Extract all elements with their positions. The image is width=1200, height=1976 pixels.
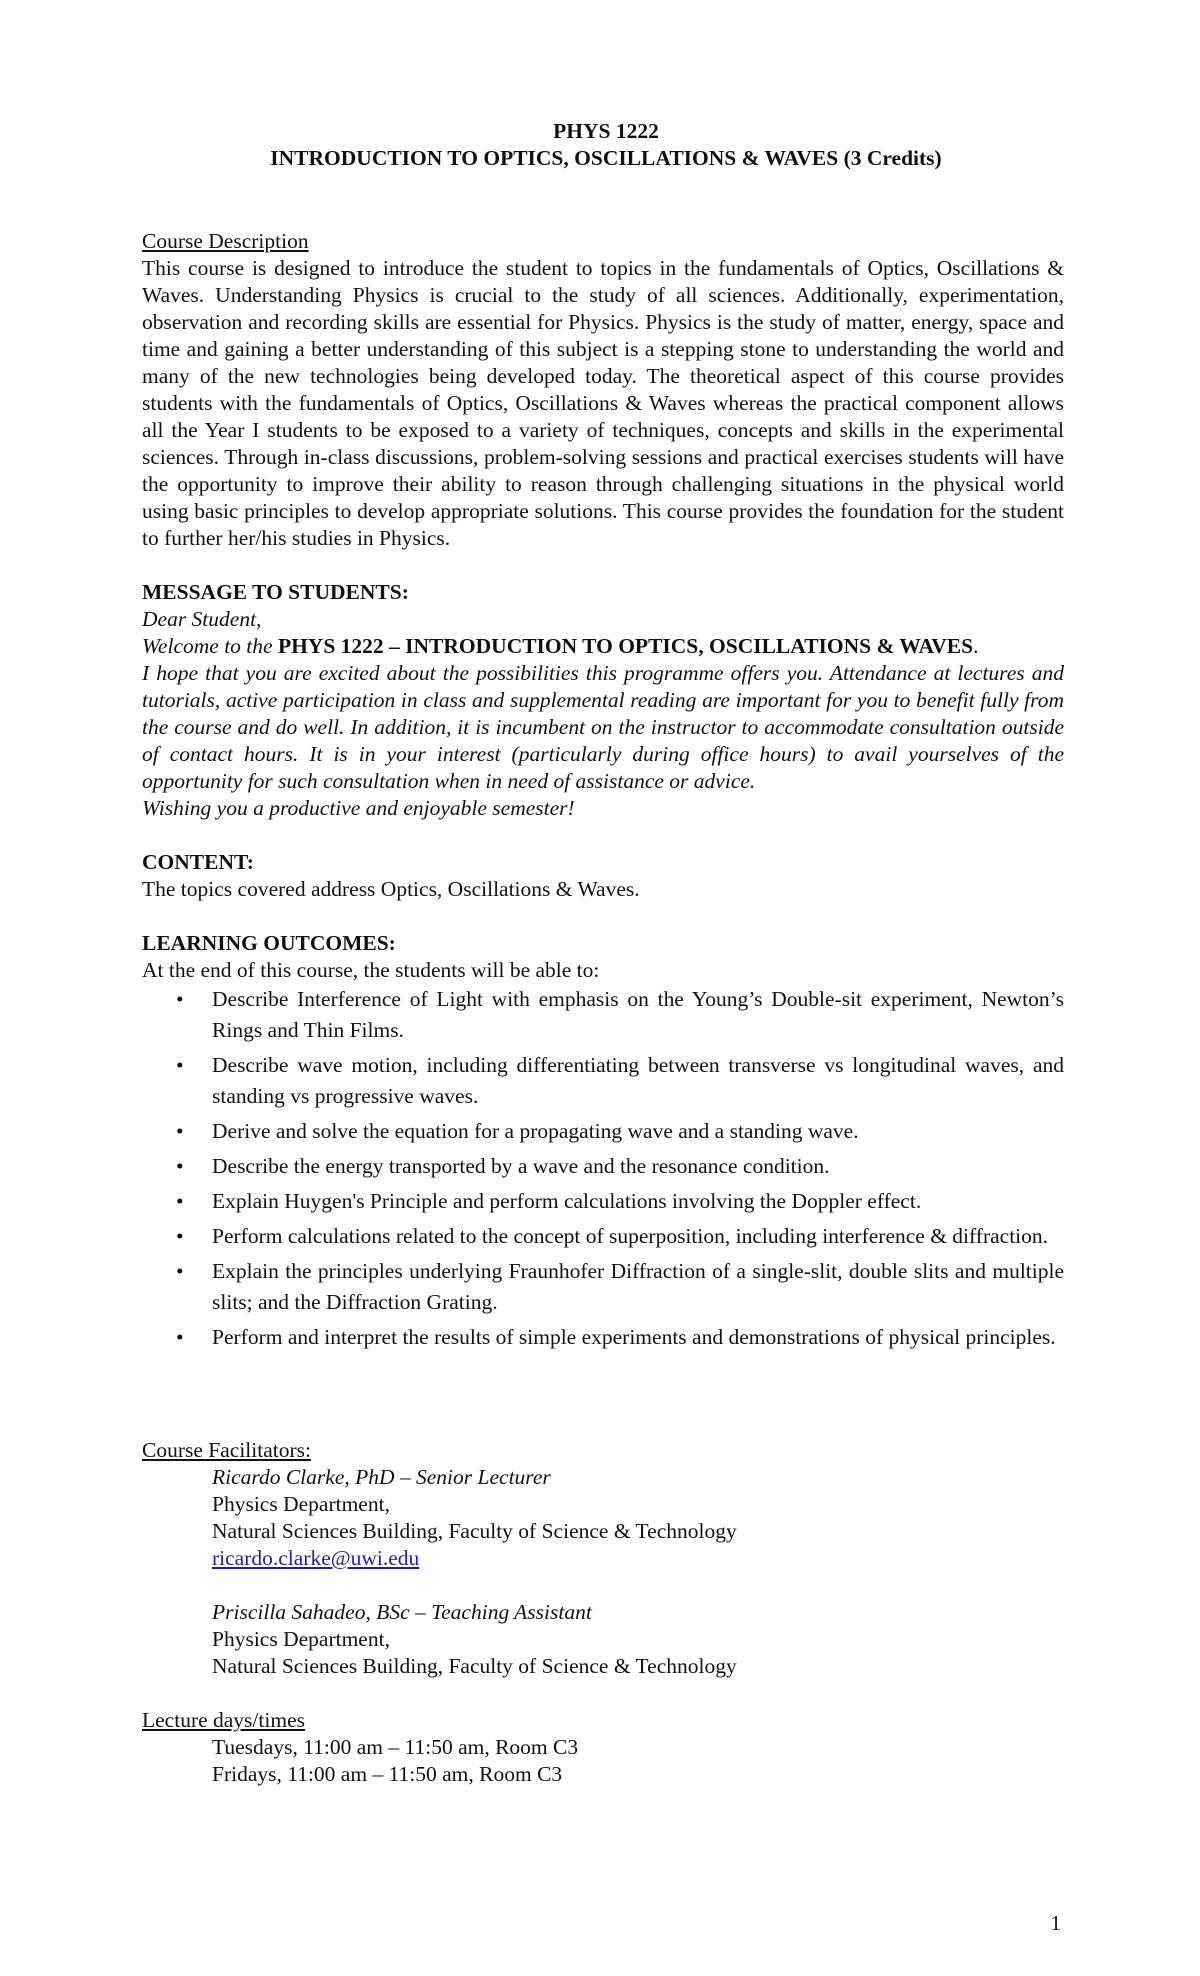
outcome-text: Describe Interference of Light with emphasis on the Young’s Double-sit experiment, Newton’s Rings and Thin Films. (212, 987, 1064, 1042)
outcome-text: Perform calculations related to the concept of superposition, including interference & diffraction. (212, 1224, 1049, 1248)
list-item (176, 1221, 1064, 1252)
content-body: The topics covered address Optics, Oscillations & Waves. (142, 877, 640, 901)
learning-outcomes-intro: At the end of this course, the students will be able to: (142, 958, 600, 982)
message-heading: MESSAGE TO STUDENTS: (142, 580, 409, 604)
content-section (142, 849, 1064, 903)
learning-outcomes-section (142, 930, 1064, 1353)
message-welcome (142, 633, 1064, 660)
bullet-icon: • (176, 1259, 184, 1283)
list-item (176, 984, 1064, 1046)
facilitator-building: Natural Sciences Building, Faculty of Science & Technology (212, 1654, 737, 1678)
welcome-suffix: . (973, 634, 979, 658)
outcome-text: Describe the energy transported by a wave and the resonance condition. (212, 1154, 830, 1178)
list-item (176, 1050, 1064, 1112)
facilitator-name-role: Ricardo Clarke, PhD – Senior Lecturer (212, 1465, 551, 1489)
message-salutation: Dear Student, (142, 607, 262, 631)
facilitator-name-role: Priscilla Sahadeo, BSc – Teaching Assistant (212, 1600, 592, 1624)
outcome-text: Perform and interpret the results of simple experiments and demonstrations of physical principles. (212, 1325, 1056, 1349)
lecture-times-list (142, 1734, 1064, 1788)
course-description-heading: Course Description (142, 229, 309, 253)
bullet-icon: • (176, 1119, 184, 1143)
facilitators-section (142, 1437, 1064, 1680)
facilitator-building: Natural Sciences Building, Faculty of Science & Technology (212, 1519, 737, 1543)
bullet-icon: • (176, 1154, 184, 1178)
course-title: INTRODUCTION TO OPTICS, OSCILLATIONS & WAVES (3 Credits) (270, 146, 942, 170)
bullet-icon: • (176, 987, 184, 1011)
message-body: I hope that you are excited about the possibilities this programme offers you. Attendance at lectures and tutorials, active participation in class and supplemental reading are important for you to benefit fully from the course and do well. In addition, it is incumbent on the instructor to accommodate consultation outside of contact hours. It is in your interest (particularly during office hours) to avail yourselves of the opportunity for such consultation when in need of assistance or advice. (142, 661, 1064, 793)
message-section (142, 579, 1064, 822)
course-code: PHYS 1222 (553, 119, 659, 143)
lecture-time: Tuesdays, 11:00 am – 11:50 am, Room C3 (212, 1735, 579, 1759)
course-description-body: This course is designed to introduce the student to topics in the fundamentals of Optics, Oscillations & Waves. Understanding Physics is crucial to the study of all sciences. Additionally, experimentation, observation and recording skills are essential for Physics. Physics is the study of matter, energy, space and time and gaining a better understanding of this subject is a stepping stone to understanding the world and many of the new technologies being developed today. The theoretical aspect of this course provides students with the fundamentals of Optics, Oscillations & Waves whereas the practical component allows all the Year I students to be exposed to a variety of techniques, concepts and skills in the experimental sciences. Through in-class discussions, problem-solving sessions and practical exercises students will have the opportunity to improve their ability to reason through challenging situations in the physical world using basic principles to develop appropriate solutions. This course provides the foundation for the student to further her/his studies in Physics. (142, 256, 1064, 550)
lecture-time: Fridays, 11:00 am – 11:50 am, Room C3 (212, 1762, 563, 1786)
message-closing: Wishing you a productive and enjoyable semester! (142, 796, 575, 820)
course-description-section (142, 228, 1064, 552)
outcome-text: Explain Huygen's Principle and perform calculations involving the Doppler effect. (212, 1189, 922, 1213)
lecture-times-section (142, 1707, 1064, 1788)
facilitator-department: Physics Department, (212, 1627, 390, 1651)
list-item (176, 1116, 1064, 1147)
facilitator-block (142, 1464, 1064, 1680)
bullet-icon: • (176, 1325, 184, 1349)
list-item (176, 1322, 1064, 1353)
list-item (176, 1256, 1064, 1318)
outcome-text: Explain the principles underlying Fraunhofer Diffraction of a single-slit, double slits and multiple slits; and the Diffraction Grating. (212, 1259, 1064, 1314)
bullet-icon: • (176, 1189, 184, 1213)
course-header (148, 118, 1064, 172)
learning-outcomes-heading: LEARNING OUTCOMES: (142, 931, 396, 955)
bullet-icon: • (176, 1053, 184, 1077)
page-number: 1 (1050, 1911, 1061, 1935)
lecture-times-heading: Lecture days/times (142, 1708, 305, 1732)
list-item (176, 1186, 1064, 1217)
content-heading: CONTENT: (142, 850, 254, 874)
bullet-icon: • (176, 1224, 184, 1248)
outcome-text: Describe wave motion, including differentiating between transverse vs longitudinal waves, and standing vs progressive waves. (212, 1053, 1064, 1108)
list-item (176, 1151, 1064, 1182)
facilitator-email-link[interactable]: ricardo.clarke@uwi.edu (212, 1546, 420, 1570)
facilitator-department: Physics Department, (212, 1492, 390, 1516)
welcome-course-name: PHYS 1222 – INTRODUCTION TO OPTICS, OSCILLATIONS & WAVES (277, 634, 974, 658)
learning-outcomes-list (142, 984, 1064, 1353)
outcome-text: Derive and solve the equation for a propagating wave and a standing wave. (212, 1119, 859, 1143)
welcome-prefix: Welcome to the (142, 634, 278, 658)
facilitators-heading: Course Facilitators: (142, 1438, 311, 1462)
